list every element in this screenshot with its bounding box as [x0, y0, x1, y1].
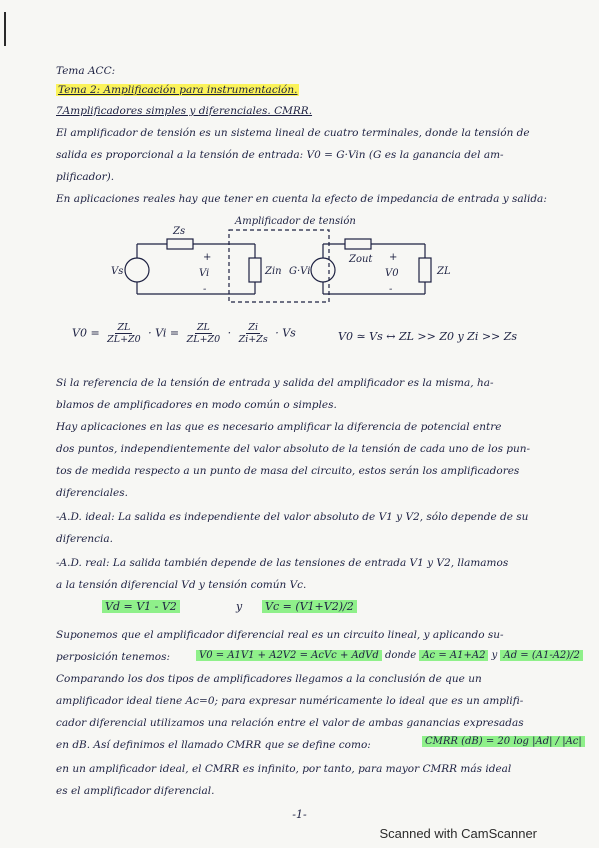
para2-line: blamos de amplificadores en modo común o simples. [56, 399, 337, 411]
para1-line: plificador). [56, 171, 115, 183]
vo-label: V0 [385, 268, 399, 279]
para1-line: salida es proporcional a la tensión de entrada: V0 = G·Vin (G es la ganancia del am- [56, 149, 504, 161]
para2-line: diferencia. [56, 533, 114, 545]
para3-line: en dB. Así definimos el llamado CMRR que se define como: [56, 739, 371, 751]
zl-label: ZL [437, 266, 451, 277]
para3-line: Comparando los dos tipos de amplificadores llegamos a la conclusión de que un [56, 673, 482, 685]
subtopic-text: 7Amplificadores simples y diferenciales. CMRR. [56, 105, 313, 117]
scanner-watermark: Scanned with CamScanner [379, 826, 537, 841]
para2-line: Hay aplicaciones en las que es necesario amplificar la diferencia de potencial entre [56, 421, 502, 433]
topic-text: Tema 2: Amplificación para instrumentación. [58, 84, 298, 96]
para2-line: a la tensión diferencial Vd y tensión común Vc. [56, 579, 307, 591]
vd-definition: Vd = V1 - V2 [102, 600, 180, 613]
binder-mark [4, 12, 6, 46]
para2-line: dos puntos, independientemente del valor absoluto de la tensión de cada uno de los pun- [56, 443, 531, 455]
para2-line: tos de medida respecto a un punto de masa del circuito, estos serán los amplificadores [56, 465, 520, 477]
vs-label: Vs [111, 266, 124, 277]
zin-label: Zin [265, 266, 282, 277]
vo-plus: + [389, 252, 398, 263]
approximation-condition: V0 ≃ Vs ↔ ZL >> Z0 y Zi >> Zs [338, 330, 518, 343]
para2-line: -A.D. ideal: La salida es independiente del valor absoluto de V1 y V2, sólo depende de su [56, 511, 529, 523]
voltage-divider-equation [72, 322, 296, 345]
fraction-3: $\frac{Zi}{Zi+Zs}$ [238, 322, 268, 345]
para3-line: es el amplificador diferencial. [56, 785, 215, 797]
para3-line: cador diferencial utilizamos una relación entre el valor de ambas ganancias expresadas [56, 717, 524, 729]
para3-line: en un amplificador ideal, el CMRR es infinito, por tanto, para mayor CMRR más ideal [56, 763, 512, 775]
para1-line: El amplificador de tensión es un sistema lineal de cuatro terminales, donde la tensión de [56, 127, 530, 139]
eq-dot: · [227, 326, 232, 340]
cmrr-formula: CMRR (dB) = 20 log |Ad| / |Ac| [422, 736, 585, 747]
superposition-equation: V0 = A1V1 + A2V2 = AcVc + AdVd donde Ac = A1+A2 y Ad = (A1-A2)/2 [196, 650, 583, 661]
and-word: y [236, 600, 243, 613]
topic-heading [56, 83, 577, 97]
para1-line: En aplicaciones reales hay que tener en cuenta la efecto de impedancia de entrada y salida: [56, 193, 547, 205]
para3-line: amplificador ideal tiene Ac=0; para expresar numéricamente lo ideal que es un amplifi- [56, 695, 524, 707]
para3-line: perposición tenemos: [56, 651, 171, 663]
para2-line: diferenciales. [56, 487, 128, 499]
para3-line: Suponemos que el amplificador diferencial real es un circuito lineal, y aplicando su- [56, 629, 504, 641]
para2-line: -A.D. real: La salida también depende de las tensiones de entrada V1 y V2, llamamos [56, 557, 509, 569]
eq-lhs: V0 = [72, 326, 100, 340]
para2-line: Si la referencia de la tensión de entrada y salida del amplificador es la misma, ha- [56, 377, 494, 389]
vo-minus: - [389, 284, 393, 295]
course-title: Tema ACC: [56, 65, 116, 77]
fraction-2: $\frac{ZL}{ZL+Z0}$ [186, 322, 221, 345]
vi-label: Vi [199, 268, 210, 279]
zout-label: Zout [349, 254, 373, 265]
amplifier-circuit-diagram [95, 208, 475, 308]
fraction-1: $\frac{ZL}{ZL+Z0}$ [107, 322, 141, 345]
subtopic-heading [56, 104, 577, 118]
page-number: -1- [292, 808, 307, 821]
vi-plus: + [203, 252, 212, 263]
vc-definition: Vc = (V1+V2)/2 [262, 600, 357, 613]
eq-vi: · Vi = [148, 326, 180, 340]
zs-label: Zs [173, 226, 186, 237]
amplifier-label: Amplificador de tensión [235, 216, 356, 227]
vi-minus: - [203, 284, 207, 295]
gvi-label: G·Vi [289, 266, 311, 277]
eq-vs: · Vs [275, 326, 296, 340]
